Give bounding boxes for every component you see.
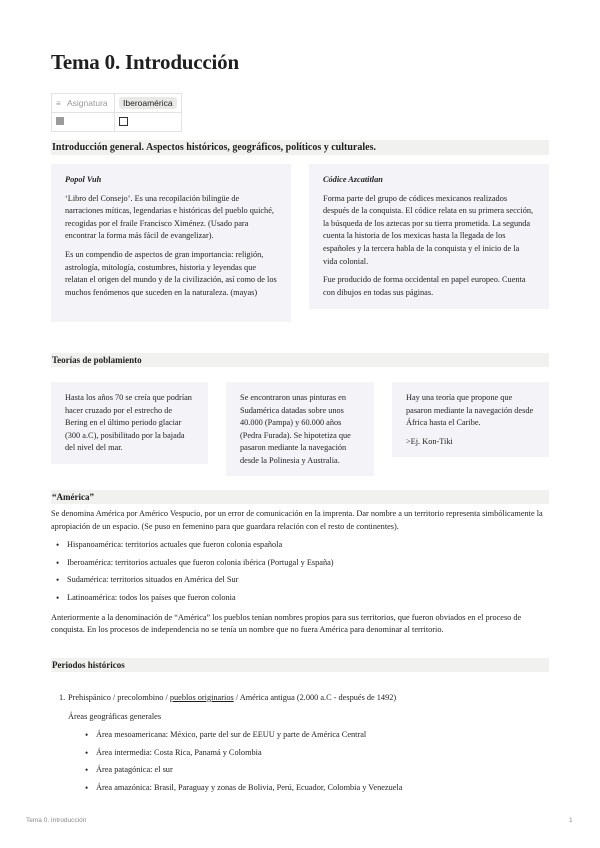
list-number: 1. xyxy=(59,693,66,702)
list-item: • Área amazónica: Brasil, Paraguay y zonas de Bolivia, Perú, Ecuador, Colombia y Venezuela xyxy=(80,782,549,795)
periodo-item xyxy=(51,692,549,705)
callout-bering xyxy=(51,382,208,464)
pueblos-originarios-link[interactable]: pueblos originarios xyxy=(169,693,234,702)
callout-paragraph: Se encontraron unas pinturas en Sudamérica datadas sobre unos 40.000 (Pampa) y 60.000 años (Pedra Furada). Se hipotetiza que pasaron mediante la navegación desde la Polinesia y Australia. xyxy=(240,393,351,465)
callout-paragraph: Hasta los años 70 se creía que podrían hacer cruzado por el estrecho de Bering en el último periodo glaciar (300 a.C), posibilitado por la bajada del nivel del mar. xyxy=(65,393,192,453)
periodos-heading: Periodos históricos xyxy=(51,658,549,672)
america-heading: “América” xyxy=(51,490,549,504)
property-key-label: Asignatura xyxy=(67,98,108,108)
america-intro: Se denomina América por Américo Vespucio, por un error de comunicación en la imprenta. Dar nombre a un territorio representa simbólicamente la apropiación de un espacio. (Se puso en femenino para que guardara relación con el resto de continentes). xyxy=(51,509,543,531)
footer-title: Tema 0. Introducción xyxy=(26,817,87,824)
callout-popol-vuh xyxy=(51,164,291,322)
callout-title: Códice Azcatitlan xyxy=(323,175,383,184)
asignatura-tag[interactable]: Iberoamérica xyxy=(119,97,177,109)
list-item: • Sudamérica: territorios situados en América del Sur xyxy=(51,574,549,587)
list-item: • Área patagónica: el sur xyxy=(80,764,549,777)
callout-paragraph: >Ej. Kon-Tiki xyxy=(406,436,453,446)
callout-paragraph: Fue producido de forma occidental en papel europeo. Cuenta con dibujos en todas sus páginas. xyxy=(323,275,526,297)
property-key xyxy=(52,94,115,113)
callout-paragraph: Hay una teoría que propone que pasaron mediante la navegación desde África hasta el Caribe. xyxy=(406,393,534,428)
america-section xyxy=(51,508,549,637)
property-checkbox-cell[interactable] xyxy=(115,113,182,132)
america-list xyxy=(51,539,549,604)
list-item: • Área mesoamericana: México, parte del sur de EEUU y parte de América Central xyxy=(80,729,549,742)
callout-pinturas xyxy=(226,382,374,476)
filled-square-icon xyxy=(56,117,64,125)
property-value[interactable] xyxy=(115,94,182,113)
intro-heading: Introducción general. Aspectos históricos, geográficos, políticos y culturales. xyxy=(51,140,549,155)
list-item: • Área intermedia: Costa Rica, Panamá y Colombia xyxy=(80,747,549,760)
callout-paragraph: ‘Libro del Consejo’. Es una recopilación bilingüe de narraciones míticas, legendarias e históricas del pueblo quiché, recogidas por el fraile Francisco Ximénez. (Usado para encontrar la forma más fácil de evangelizar). xyxy=(65,193,274,241)
callout-title: Popol Vuh xyxy=(65,175,102,184)
callout-paragraph: Forma parte del grupo de códices mexicanos realizados después de la conquista. El códice relata en su primera sección, la búsqueda de los aztecas por su tierra prometida. La segunda cuenta la historia de los mexicas hasta la llegada de los españoles y la tercera habla de la conquista y el inicio de la vida colonial. xyxy=(323,193,534,266)
areas-subheading: Áreas geográficas generales xyxy=(68,711,162,721)
periodos-list xyxy=(51,692,549,795)
teorias-heading: Teorías de poblamiento xyxy=(51,353,549,367)
page-title: Tema 0. Introducción xyxy=(51,50,239,74)
list-item: • Latinoamérica: todos los países que fueron colonia xyxy=(51,592,549,605)
list-item: • Hispanoamérica: territorios actuales que fueron colonia española xyxy=(51,539,549,552)
list-item: • Iberoamérica: territorios actuales que fueron colonia ibérica (Portugal y España) xyxy=(51,557,549,570)
periodo-text-before: Prehispánico / precolombino / xyxy=(68,693,170,702)
property-row-marker xyxy=(52,113,115,132)
callout-africa xyxy=(392,382,549,457)
page-number: 1 xyxy=(569,817,573,824)
callout-paragraph: Es un compendio de aspectos de gran importancia: religión, astrología, mitología, costumbres, historia y leyendas que relatan el origen del mundo y de la civilización, así como de los muchos fenómenos que suceden en la naturaleza. (mayas) xyxy=(65,249,277,297)
text-lines-icon: ≡ xyxy=(56,99,61,108)
properties-table xyxy=(51,93,182,132)
periodo-text-after: / América antigua (2.000 a.C - después de 1492) xyxy=(233,693,397,702)
callout-codice-azcatitlan xyxy=(309,164,549,309)
america-outro: Anteriormente a la denominación de “América” los pueblos tenían nombres propios para sus territorios, que fueron obviados en el proceso de conquista. En los procesos de independencia no se tenía un nombre que no fuera América para denominar al territorio. xyxy=(51,612,522,635)
checkbox[interactable] xyxy=(119,117,128,126)
areas-list xyxy=(51,729,549,794)
